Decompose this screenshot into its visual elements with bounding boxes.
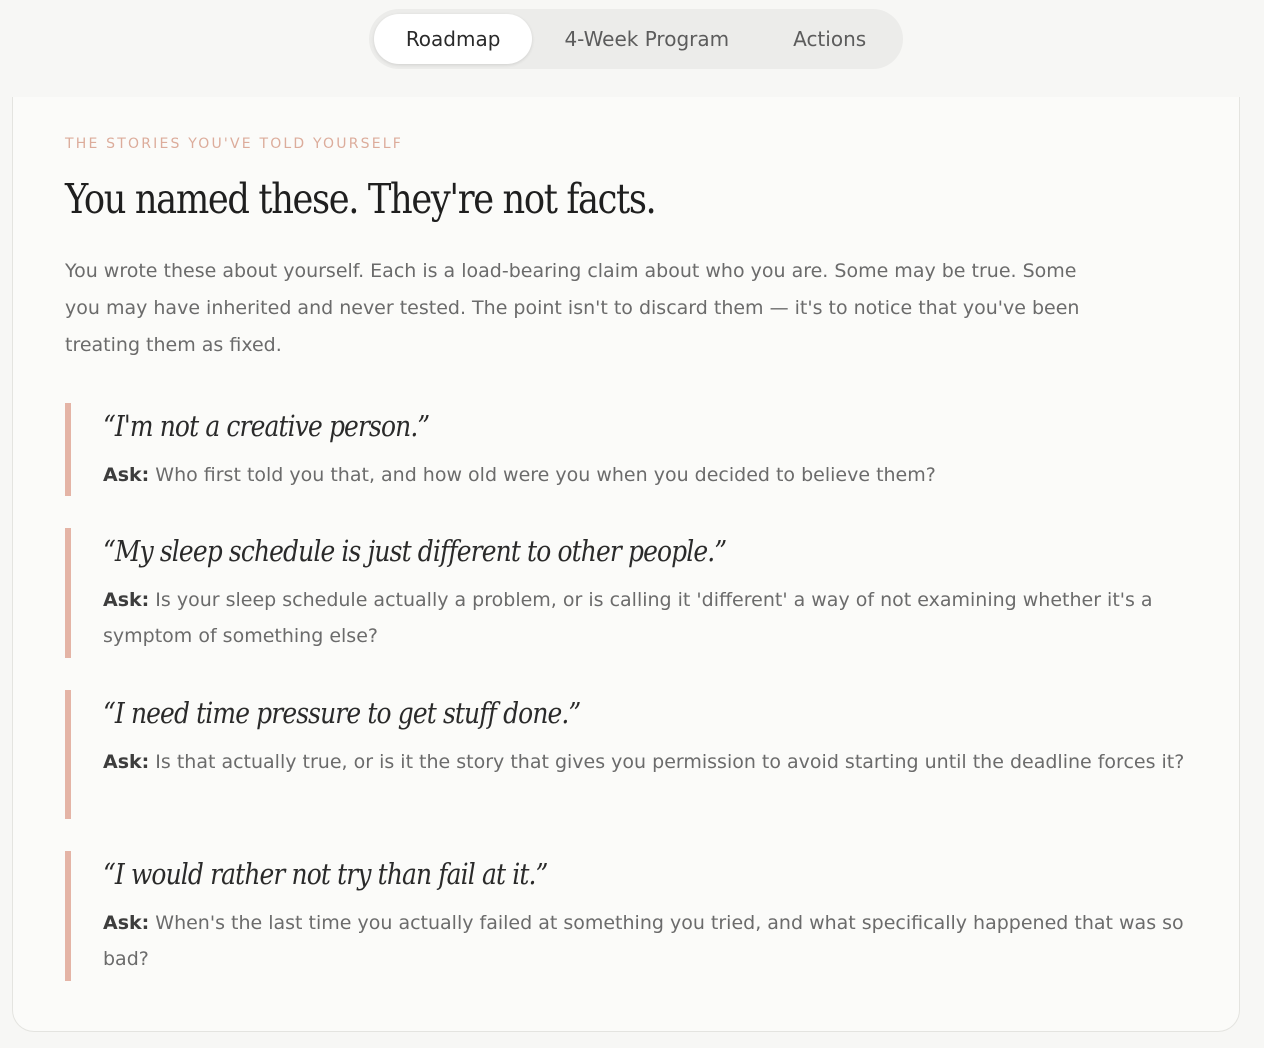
story-ask [103,905,1195,977]
story-quote: “I'm not a creative person.” [103,409,430,443]
stories-card [12,97,1240,1032]
ask-question: When's the last time you actually failed at something you tried, and what specifically happened that was so bad? [103,912,1184,970]
section-eyebrow: THE STORIES YOU'VE TOLD YOURSELF [65,136,404,152]
section-intro: You wrote these about yourself. Each is a load-bearing claim about who you are. Some may be true. Some you may have inherited and never tested. The point isn't to discard them — it's to notice that you've been treating them as fixed. [65,260,1080,356]
story-item [65,528,1195,658]
ask-question: Who first told you that, and how old were you when you decided to believe them? [149,464,936,486]
ask-label: Ask: [103,751,150,773]
ask-label: Ask: [103,912,150,934]
tab-bar-container [0,9,1264,69]
story-quote: “My sleep schedule is just different to other people.” [103,534,727,568]
tab-4-week-program[interactable]: 4-Week Program [564,27,730,51]
story-quote: “I need time pressure to get stuff done.” [103,696,581,730]
story-item [65,690,1195,819]
tab-bar [369,9,903,69]
story-quote: “I would rather not try than fail at it.” [103,857,548,891]
ask-label: Ask: [103,589,150,611]
ask-label: Ask: [103,464,150,486]
ask-question: Is your sleep schedule actually a problem, or is calling it 'different' a way of not examining whether it's a symptom of something else? [103,589,1153,647]
story-ask [103,457,1195,493]
story-ask [103,744,1195,780]
story-item [65,403,1195,496]
section-heading: You named these. They're not facts. [65,175,656,223]
story-ask [103,582,1195,654]
tab-actions[interactable]: Actions [793,27,867,51]
tab-roadmap[interactable]: Roadmap [374,14,533,64]
ask-question: Is that actually true, or is it the story that gives you permission to avoid starting until the deadline forces it? [149,751,1185,773]
story-item [65,851,1195,981]
